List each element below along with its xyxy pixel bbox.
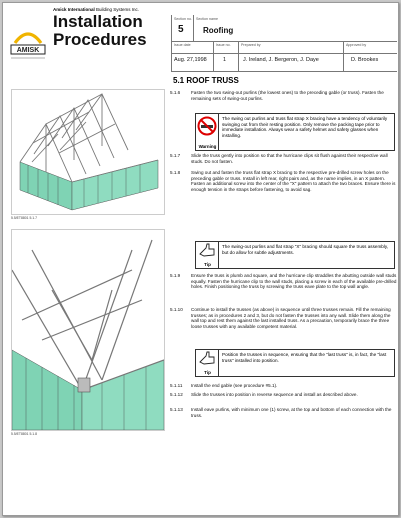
- header-divider: [193, 15, 194, 41]
- approved-by-value: D. Brookes: [351, 57, 379, 63]
- company-suffix: Building Systems Inc.: [96, 7, 140, 12]
- step-text: Swing out and fasten the truss flat strap X bracing to the respective pre-drilled screw holes on the preceding gable or truss. Install in left rear, right pairs and, as the name implies, in an X pattern. Fasten an additional screw into the center of the "X" pattern to attach the two braces. Ensure there is enough tension in the straps before fastening, to avoid sag.: [191, 170, 396, 192]
- header-rule: [171, 53, 397, 54]
- note-text: The swing out purlins and truss flat strap X bracing have a tendency of voluntarily swinging out from their resting position. Only remove the packing tape prior to immediate installation. Always wear a safety helmet and safety glasses when installing.: [222, 116, 388, 138]
- step-text: Fasten the two swing-out purlins (the lowest ones) to the preceding gable (or truss). Fasten the remaining sets of swing-out purlins.: [191, 90, 384, 101]
- step-item: [170, 153, 398, 165]
- header-rule: [171, 71, 397, 72]
- step-number: 5.1.13: [170, 407, 183, 412]
- header-logo-block: [9, 7, 174, 71]
- step-number: 5.1.6: [170, 90, 181, 95]
- note-text: The swing-out purlins and flat strap "X" bracing should square the truss assembly, but do allow for subtle adjustments.: [222, 244, 389, 255]
- amisk-logo-icon: [9, 21, 47, 65]
- section-no-label: Section no.: [174, 17, 192, 21]
- roof-frame-illustration: [12, 90, 164, 214]
- note-icon-cell: [196, 242, 219, 268]
- section-title: 5.1 ROOF TRUSS: [173, 76, 239, 85]
- warning-note: [195, 113, 395, 151]
- step-item: [170, 307, 398, 341]
- note-label: Warning: [198, 144, 217, 149]
- step-number: 5.1.11: [170, 383, 183, 388]
- note-label: Tip: [204, 370, 211, 375]
- figure-roof-truss-frame: [11, 89, 165, 215]
- step-number: 5.1.8: [170, 170, 181, 175]
- step-number: 5.1.9: [170, 273, 181, 278]
- step-item: [170, 273, 398, 301]
- figure-caption: 5.5/ET8801 5.1.8: [11, 432, 38, 436]
- step-item: [170, 170, 398, 204]
- company-name: Amick International: [53, 7, 95, 12]
- doc-title-line1: Installation: [53, 12, 143, 31]
- issue-date-value: Aug. 27,1998: [174, 57, 207, 63]
- step-text: Install eave purlins, with minimum one (1) screw, at the top and bottom of each connection with the truss.: [191, 407, 392, 418]
- issue-no-label: Issue no.: [216, 43, 231, 47]
- step-number: 5.1.12: [170, 392, 183, 397]
- tip-note: [195, 241, 395, 269]
- step-text: Slide the truss gently into position so that the hurricane clips sit flush against their respective wall studs. Do not fasten.: [191, 153, 388, 164]
- step-text: Slide the trusses into position in reverse sequence and install as described above.: [191, 392, 358, 397]
- issue-date-label: Issue date: [174, 43, 191, 47]
- hand-pointing-tip-icon: [196, 350, 218, 368]
- step-item: [170, 407, 398, 419]
- step-item: [170, 392, 398, 404]
- step-item: [170, 90, 398, 108]
- note-icon-cell: [196, 114, 219, 150]
- header-divider: [213, 41, 214, 71]
- note-text: Position the trusses in sequence, ensuring that the "last truss" is, in fact, the "last truss" installed into position.: [222, 352, 387, 363]
- section-name-label: Section name: [196, 17, 218, 21]
- tip-note: [195, 349, 395, 377]
- hurricane-clip-detail: [78, 378, 90, 392]
- truss-detail-illustration: [12, 230, 164, 430]
- step-number: 5.1.7: [170, 153, 181, 158]
- figure-caption: 5.5/ET8801 5.1.7: [11, 216, 38, 220]
- step-text: Install the end gable (see procedure #5.1).: [191, 383, 278, 388]
- approved-by-label: Approved by: [346, 43, 367, 47]
- header-divider: [238, 41, 239, 71]
- document-page: [2, 2, 399, 516]
- step-item: [170, 383, 398, 389]
- prepared-by-label: Prepared by: [241, 43, 261, 47]
- logo-text: AMISK: [16, 47, 40, 54]
- figure-truss-detail: [11, 229, 165, 431]
- step-number: 5.1.10: [170, 307, 183, 312]
- note-icon-cell: [196, 350, 219, 376]
- header-rule: [171, 41, 397, 42]
- step-text: Ensure the truss is plumb and square, and the hurricane clip straddles the abutting outside wall studs equally. Fasten the hurricane clip to the wall studs, placing a screw in each of the available pre-drilled holes. Finish positioning the truss by screwing the truss eave plate to the top wall angle.: [191, 273, 397, 290]
- doc-title-line2: Procedures: [53, 30, 147, 49]
- section-no-value: 5: [178, 24, 184, 35]
- hand-pointing-tip-icon: [196, 242, 218, 260]
- no-smoking-warning-icon: [196, 114, 218, 140]
- section-name-value: Roofing: [203, 26, 234, 35]
- step-text: Continue to install the trusses (as above) in sequence until three trusses remain. Fill the remaining trusses; as in procedures 2 and 3, but do not fasten the trusses into any wall. Slide them along the wall top and rest them against the last installed truss. As a precaution, temporarily brace the three loose trusses with any available competent material.: [191, 307, 391, 329]
- header-divider: [171, 15, 172, 71]
- issue-no-value: 1: [223, 57, 227, 63]
- header-divider: [343, 41, 344, 71]
- prepared-by-value: J. Ireland, J. Bergeron, J. Daye: [243, 57, 319, 63]
- note-label: Tip: [204, 262, 211, 267]
